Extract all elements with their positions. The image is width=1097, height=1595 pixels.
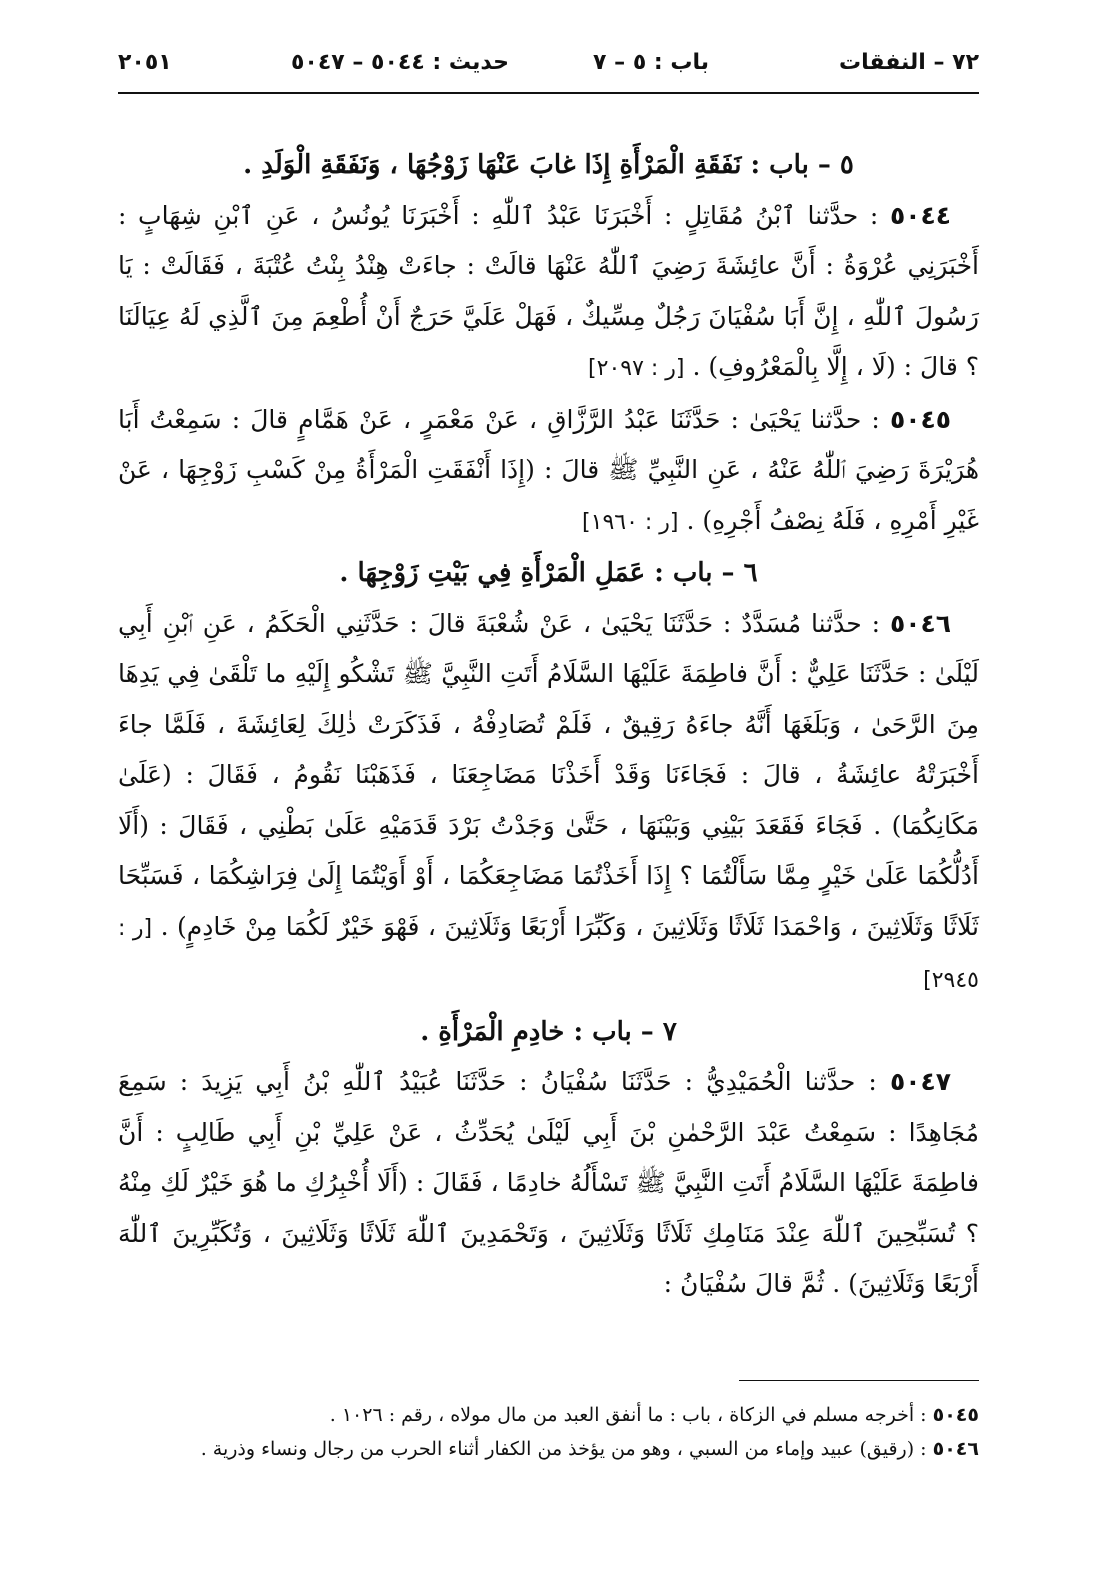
footnote-text: : (رقيق) عبيد وإماء من السبي ، وهو من يؤخذ من الكفار أثناء الحرب من رجال ونساء وذرية . [200,1438,927,1460]
bab-label: ٥ – باب : [750,150,854,180]
hadith-paragraph [118,599,979,1007]
hadith-range: حديث : ٥٠٤٤ – ٥٠٤٧ [291,50,509,75]
hadith-text: : حدَّثنا مُسَدَّدٌ : حَدَّثَنَا يَحْيَىٰ ، عَنْ شُعْبَةَ قالَ : حَدَّثَنِي الْحَكَمُ ، عَنِ ٱبْنِ أَبِي لَيْلَىٰ : حَدَّثَنَا عَلِيٌّ : أَنَّ فاطِمَةَ عَلَيْهَا السَّلَامُ أَتَتِ النَّبِيَّ ﷺ تَشْكُو إِلَيْهِ ما تَلْقَىٰ فِي يَدِهَا مِنَ الرَّحَىٰ ، وَبَلَغَهَا أَنَّهُ جاءَهُ رَقِيقٌ ، فَلَمْ تُصَادِفْهُ ، فَذَكَرَتْ ذٰلِكَ لِعَائِشَةَ ، فَلَمَّا جاءَ أَخْبَرَتْهُ عائِشَةُ ، قالَ : فَجَاءَنَا وَقَدْ أَخَذْنَا مَضَاجِعَنَا ، فَذَهَبْنَا نَقُومُ ، فَقَالَ : (عَلَىٰ مَكَانِكُمَا) . فَجَاءَ فَقَعَدَ بَيْنِي وَبَيْنَهَا ، حَتَّىٰ وَجَدْتُ بَرْدَ قَدَمَيْهِ عَلَىٰ بَطْنِي ، فَقَالَ : (أَلَا أَدُلُّكُمَا عَلَىٰ خَيْرٍ مِمَّا سَأَلْتُمَا ؟ إِذَا أَخَذْتُمَا مَضَاجِعَكُمَا ، أَوْ أَوَيْتُمَا إِلَىٰ فِرَاشِكُمَا ، فَسَبِّحَا ثَلَاثًا وَثَلَاثِينَ ، وَاحْمَدَا ثَلَاثًا وَثَلَاثِينَ ، وَكَبِّرَا أَرْبَعًا وَثَلَاثِينَ ، فَهْوَ خَيْرٌ لَكُمَا مِنْ خَادِمٍ) . [118,608,979,941]
bab-heading [118,140,979,191]
hadith-paragraph [118,191,979,395]
bab-title: خادِمِ الْمَرْأَةِ . [420,1016,565,1047]
main-text [118,140,979,1310]
hadith-text: : حدَّثنا يَحْيَىٰ : حَدَّثَنَا عَبْدُ الرَّزَّاقِ ، عَنْ مَعْمَرٍ ، عَنْ هَمَّامٍ قالَ : سَمِعْتُ أَبَا هُرَيْرَةَ رَضِيَ ٱللّٰهُ عَنْهُ ، عَنِ النَّبِيِّ ﷺ قالَ : (إِذَا أَنْفَقَتِ الْمَرْأَةُ مِنْ كَسْبِ زَوْجِهَا ، عَنْ غَيْرِ أَمْرِهِ ، فَلَهُ نِصْفُ أَجْرِهِ) . [118,404,979,535]
footnote [118,1398,979,1432]
hadith-number: ٥٠٤٧ [889,1067,951,1096]
footnote-text: : أخرجه مسلم في الزكاة ، باب : ما أنفق العبد من مال مولاه ، رقم : ١٠٢٦ . [329,1404,927,1426]
page-number: ٢٠٥١ [118,50,172,75]
footnote-divider [739,1380,979,1381]
hadith-text: : حدَّثنا الْحُمَيْدِيُّ : حَدَّثَنَا سُفْيَانُ : حَدَّثَنَا عُبَيْدُ ٱللّٰهِ بْنُ أَبِي يَزِيدَ : سَمِعَ مُجَاهِدًا : سَمِعْتُ عَبْدَ الرَّحْمٰنِ بْنَ أَبِي لَيْلَىٰ يُحَدِّثُ ، عَنْ عَلِيِّ بْنِ أَبِي طَالِبٍ : أَنَّ فاطِمَةَ عَلَيْهَا السَّلَامُ أَتَتِ النَّبِيَّ ﷺ تَسْأَلُهُ خادِمًا ، فَقَالَ : (أَلَا أُخْبِرُكِ ما هُوَ خَيْرٌ لَكِ مِنْهُ ؟ تُسَبِّحِينَ ٱللّٰهَ عِنْدَ مَنَامِكِ ثَلَاثًا وَثَلَاثِينَ ، وَتَحْمَدِينَ ٱللّٰهَ ثَلَاثًا وَثَلَاثِينَ ، وَتُكَبِّرِينَ ٱللّٰهَ أَرْبَعًا وَثَلَاثِينَ) . ثُمَّ قالَ سُفْيَانُ : [118,1067,979,1298]
hadith-reference: [ر : ٢٩٤٥] [118,915,979,993]
bab-title: نَفَقَةِ الْمَرْأَةِ إِذَا غابَ عَنْهَا زَوْجُهَا ، وَنَفَقَةِ الْوَلَدِ . [243,150,742,180]
footnote-number: ٥٠٤٦ [932,1438,979,1460]
header-divider [118,92,979,94]
hadith-paragraph [118,395,979,549]
hadith-reference: [ر : ٢٠٩٧] [588,356,685,381]
bab-heading [118,548,979,599]
running-header [118,40,979,86]
bab-range: باب : ٥ – ٧ [593,50,709,75]
chapter-title: ٧٢ – النفقات [839,50,979,75]
bab-label: ٦ – باب : [654,558,758,588]
hadith-number: ٥٠٤٥ [889,404,951,434]
hadith-reference: [ر : ١٩٦٠] [582,509,679,535]
footnote [118,1432,979,1466]
footnotes [118,1398,979,1466]
hadith-number: ٥٠٤٤ [889,200,951,230]
hadith-paragraph [118,1057,979,1310]
bab-title: عَمَلِ الْمَرْأَةِ فِي بَيْتِ زَوْجِهَا . [339,558,646,588]
bab-heading [118,1007,979,1058]
footnote-number: ٥٠٤٥ [932,1404,979,1426]
bab-label: ٧ – باب : [573,1016,677,1047]
hadith-number: ٥٠٤٦ [889,608,951,638]
hadith-text: : حدَّثنا ٱبْنُ مُقَاتِلٍ : أَخْبَرَنَا عَبْدُ ٱللّٰهِ : أَخْبَرَنَا يُونُسُ ، عَنِ ٱبْنِ شِهَابٍ : أَخْبَرَنِي عُرْوَةُ : أَنَّ عائِشَةَ رَضِيَ ٱللّٰهُ عَنْهَا قالَتْ : جاءَتْ هِنْدُ بِنْتُ عُتْبَةَ ، فَقَالَتْ : يَا رَسُولَ ٱللّٰهِ ، إِنَّ أَبَا سُفْيَانَ رَجُلٌ مِسِّيكٌ ، فَهَلْ عَلَيَّ حَرَجٌ أَنْ أُطْعِمَ مِنَ ٱلَّذِي لَهُ عِيَالَنَا ؟ قالَ : (لَا ، إِلَّا بِالْمَعْرُوفِ) . [118,200,979,381]
